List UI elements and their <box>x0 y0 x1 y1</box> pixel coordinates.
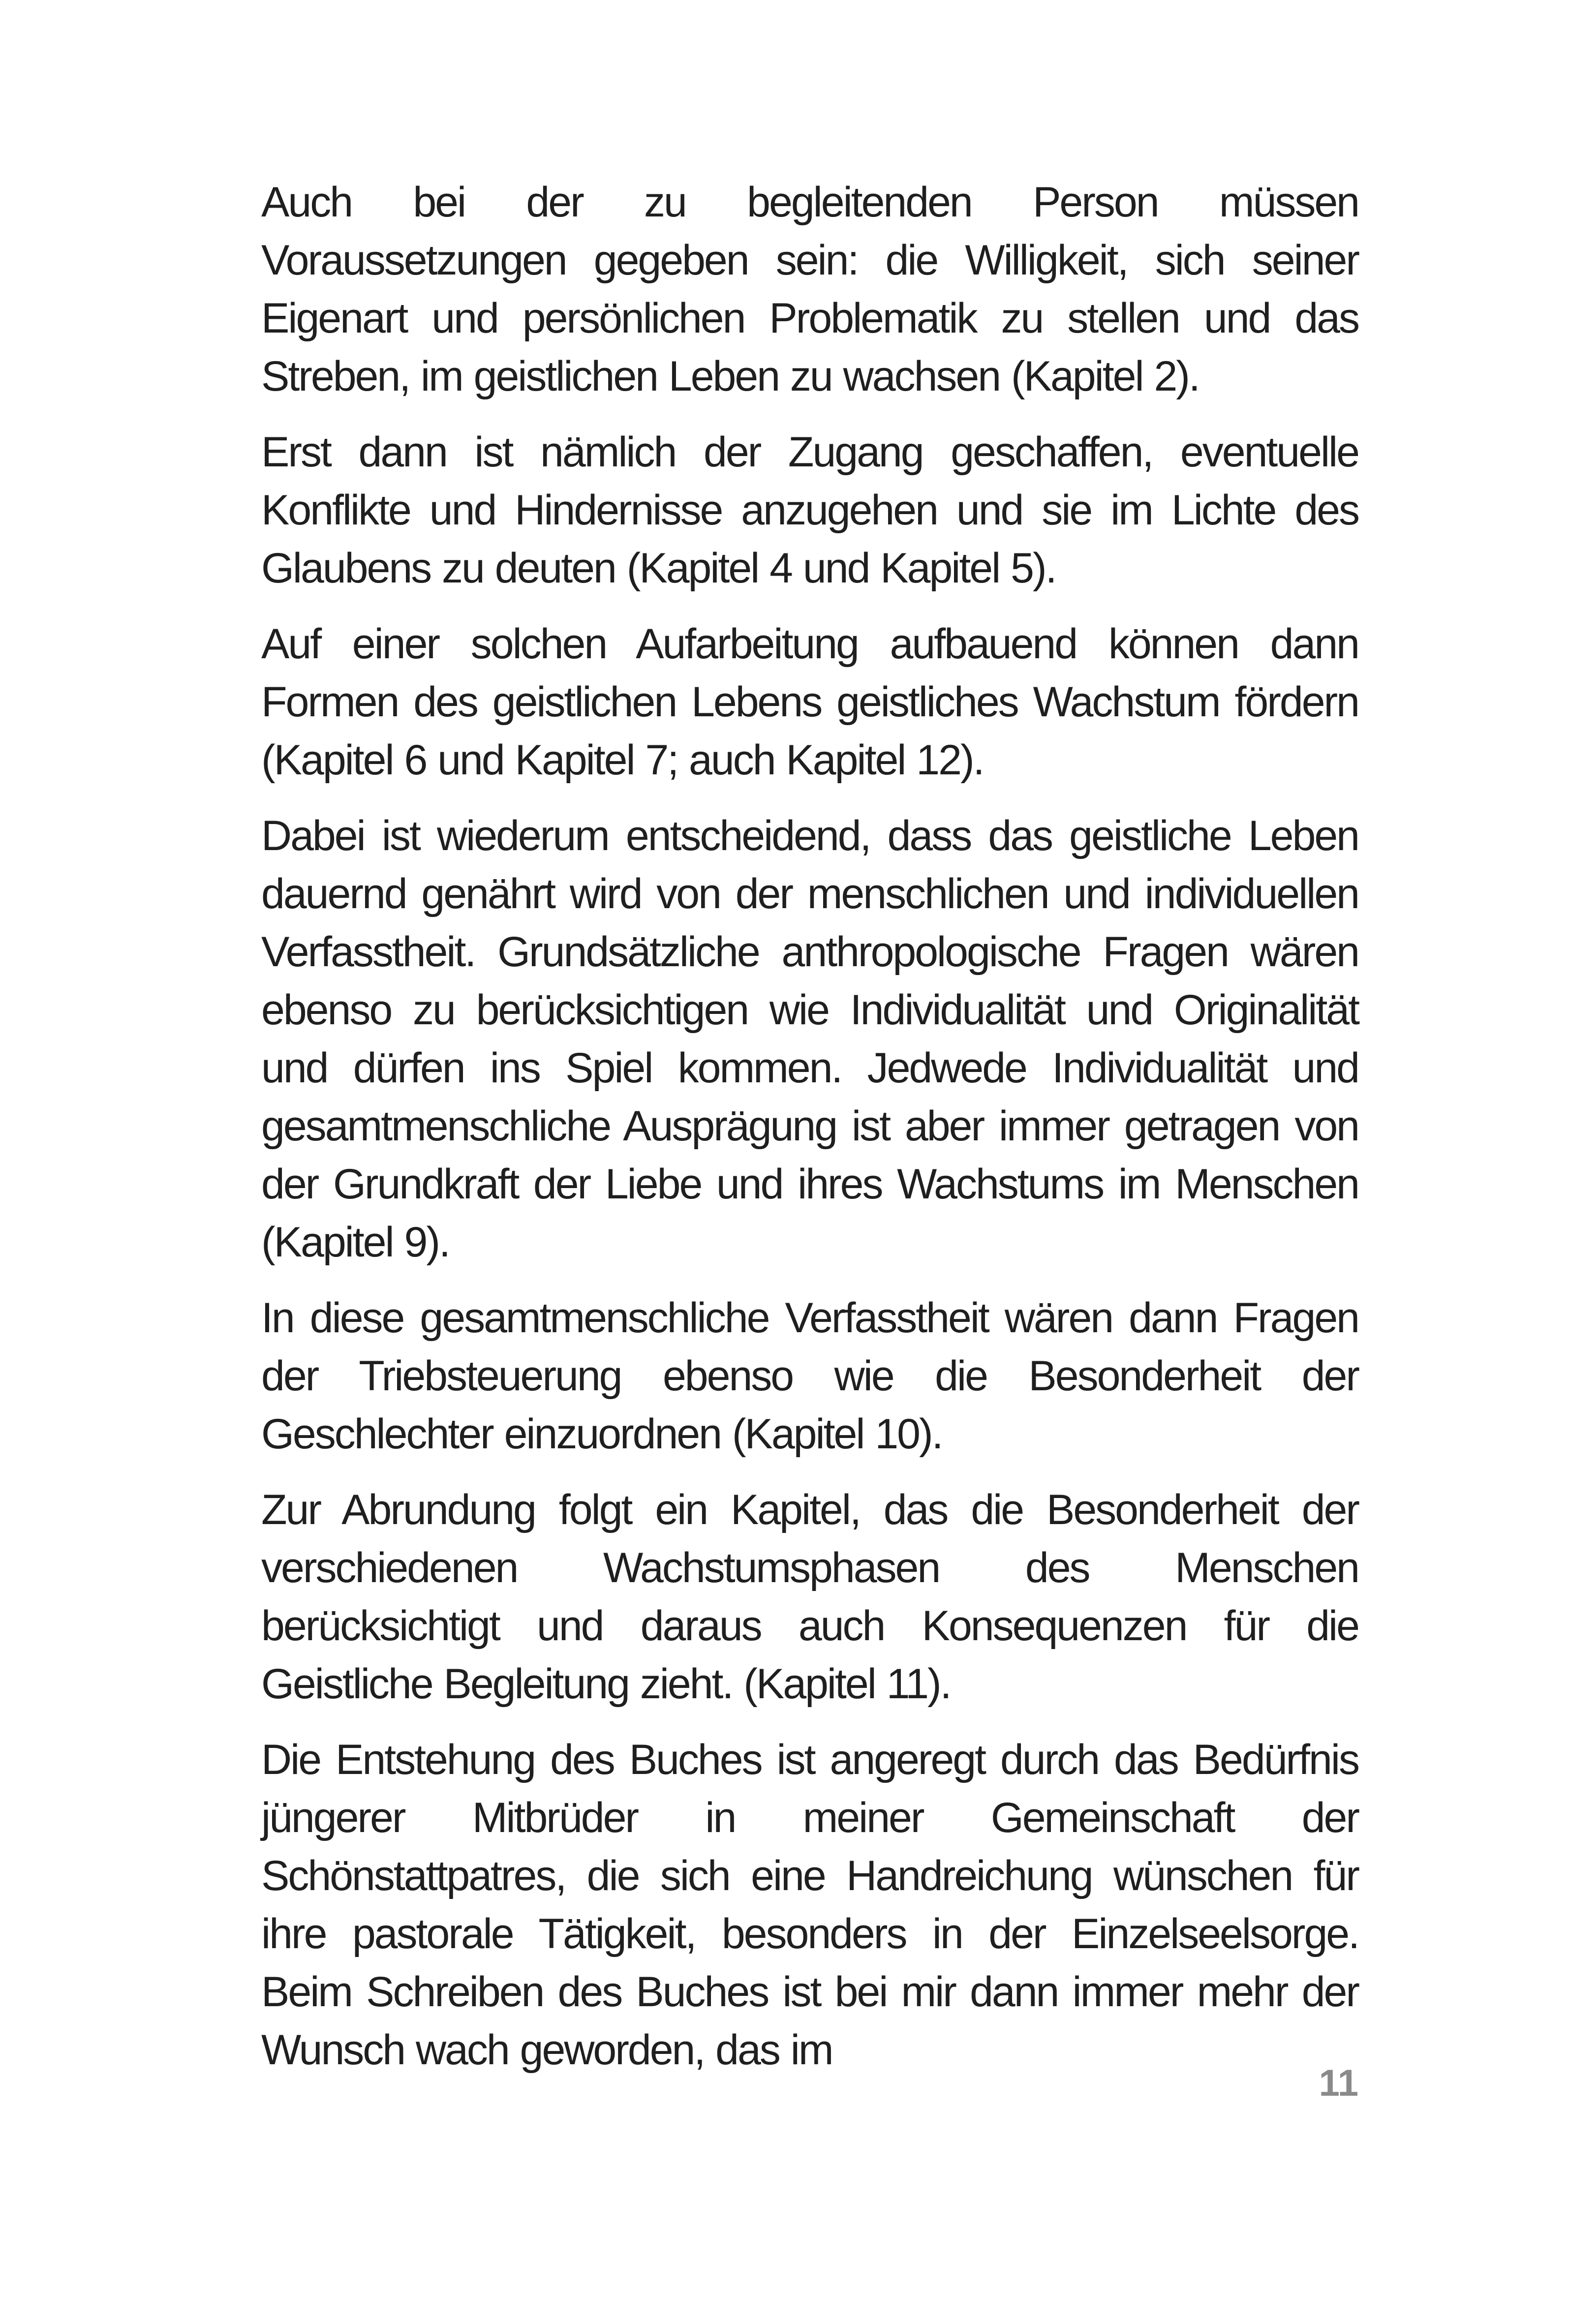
paragraph-5: In diese gesamtmenschliche Verfasstheit wären dann Fragen der Triebsteuerung ebenso wie die Besonderheit der Geschlechter einzuordnen (Kapitel 10). <box>261 1294 1358 1458</box>
paragraph-6: Zur Abrundung folgt ein Kapitel, das die Besonderheit der verschiedenen Wachstumsphasen des Menschen berücksichtigt und daraus auch Konsequenzen für die Geistliche Begleitung zieht. (Kapitel 11). <box>261 1486 1358 1708</box>
body-text <box>261 173 1358 2097</box>
paragraph-2: Erst dann ist nämlich der Zugang geschaffen, eventuelle Konflikte und Hindernisse anzugehen und sie im Lichte des Glaubens zu deuten (Kapitel 4 und Kapitel 5). <box>261 428 1358 592</box>
paragraph-1: Auch bei der zu begleitenden Person müssen Voraussetzungen gegeben sein: die Willigkeit, sich seiner Eigenart und persönlichen Problematik zu stellen und das Streben, im geistlichen Leben zu wachsen (Kapitel 2). <box>261 179 1358 400</box>
paragraph-3: Auf einer solchen Aufarbeitung aufbauend können dann Formen des geistlichen Lebens geistliches Wachstum fördern (Kapitel 6 und Kapitel 7; auch Kapitel 12). <box>261 620 1358 784</box>
page-number: 11 <box>1319 2062 1358 2104</box>
paragraph-7: Die Entstehung des Buches ist angeregt durch das Bedürfnis jüngerer Mitbrüder in meiner Gemeinschaft der Schönstattpatres, die sich eine Handreichung wünschen für ihre pastorale Tätigkeit, besonders in der Einzelseelsorge. Beim Schreiben des Buches ist bei mir dann immer mehr der Wunsch wach geworden, das im <box>261 1736 1358 2074</box>
paragraph-4: Dabei ist wiederum entscheidend, dass das geistliche Leben dauernd genährt wird von der menschlichen und individuellen Verfasstheit. Grundsätzliche anthropologische Fragen wären ebenso zu berücksichtigen wie Individualität und Originalität und dürfen ins Spiel kommen. Jedwede Individualität und gesamtmenschliche Ausprägung ist aber immer getragen von der Grundkraft der Liebe und ihres Wachstums im Menschen (Kapitel 9). <box>261 812 1358 1266</box>
